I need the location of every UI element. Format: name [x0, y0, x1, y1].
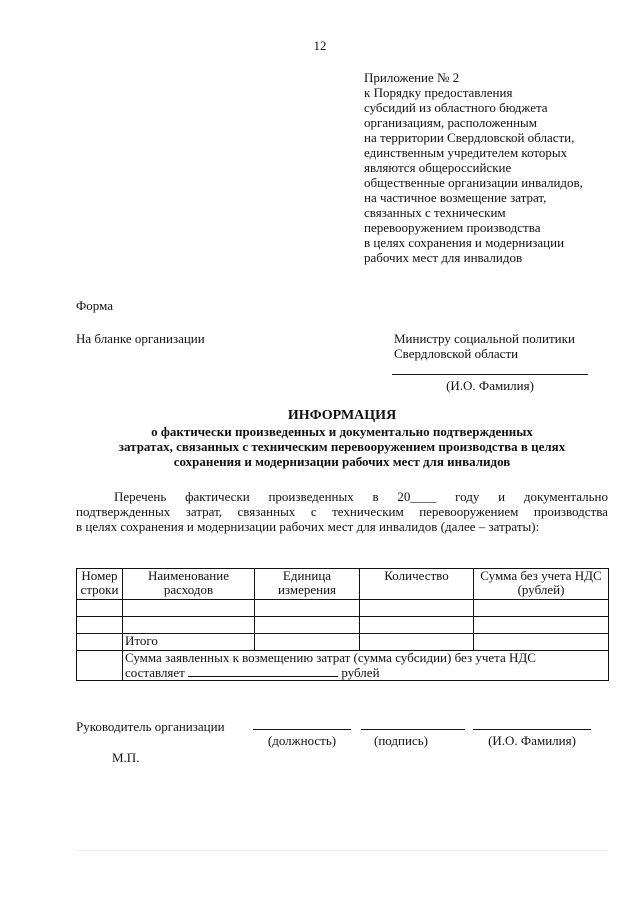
- name-caption: (И.О. Фамилия): [488, 733, 576, 748]
- header-row-number: Номер строки: [77, 569, 123, 600]
- addressee-caption: (И.О. Фамилия): [446, 378, 534, 393]
- document-title: [76, 408, 608, 469]
- signer-label: Руководитель организации: [76, 719, 225, 734]
- table-cell[interactable]: [360, 634, 474, 651]
- appendix-line: являются общероссийские: [364, 160, 512, 175]
- summary-line-2: составляет рублей: [125, 665, 380, 680]
- table-cell[interactable]: [255, 600, 360, 617]
- addressee-line-1: Министру социальной политики: [394, 331, 575, 346]
- table-cell[interactable]: [77, 617, 123, 634]
- year-blank: 20____: [397, 489, 437, 504]
- table-cell[interactable]: [77, 634, 123, 651]
- summary-cell: [123, 651, 609, 681]
- position-caption: (должность): [267, 733, 337, 748]
- word: году: [455, 489, 480, 504]
- table-cell[interactable]: [77, 600, 123, 617]
- header-quantity: Количество: [360, 569, 474, 600]
- table-cell[interactable]: [360, 617, 474, 634]
- addressee-block: [394, 331, 575, 361]
- word: с: [310, 504, 317, 519]
- appendix-line: субсидий из областного бюджета: [364, 100, 548, 115]
- appendix-line: связанных с техническим: [364, 205, 506, 220]
- word: фактически: [185, 489, 250, 504]
- word: Перечень: [114, 489, 167, 504]
- title-line: затратах, связанных с техническим перевооружением производства в целях: [118, 439, 566, 454]
- table-cell[interactable]: [360, 600, 474, 617]
- letterhead-label: На бланке организации: [76, 331, 205, 346]
- appendix-line: на частичное возмещение затрат,: [364, 190, 547, 205]
- table-cell[interactable]: [474, 634, 609, 651]
- page-number: 12: [313, 38, 327, 53]
- addressee-line-2: Свердловской области: [394, 346, 519, 361]
- table-cell[interactable]: [474, 600, 609, 617]
- paragraph-line-2: [76, 504, 608, 519]
- appendix-line: перевооружением производства: [364, 220, 541, 235]
- table-cell[interactable]: [474, 617, 609, 634]
- form-label: Форма: [76, 298, 113, 313]
- paragraph-line-1: [76, 489, 608, 504]
- appendix-line: рабочих мест для инвалидов: [364, 250, 523, 265]
- word: перевооружением: [419, 504, 519, 519]
- appendix-line: единственным учредителем которых: [364, 145, 568, 160]
- title-main: ИНФОРМАЦИЯ: [287, 408, 397, 423]
- table-cell[interactable]: [123, 600, 255, 617]
- word: затрат,: [185, 504, 223, 519]
- subsidy-amount-field[interactable]: [188, 665, 338, 677]
- appendix-line: на территории Свердловской области,: [364, 130, 575, 145]
- table-cell[interactable]: [123, 617, 255, 634]
- appendix-line: общественные организации инвалидов,: [364, 175, 583, 190]
- word: произведенных: [268, 489, 354, 504]
- table-cell: [77, 651, 123, 681]
- header-unit: Единица измерения: [255, 569, 360, 600]
- appendix-line: организациям, расположенным: [364, 115, 537, 130]
- word: подтвержденных: [76, 504, 171, 519]
- total-row: [77, 634, 609, 651]
- addressee-name-line: [392, 374, 588, 375]
- total-label: Итого: [123, 634, 255, 651]
- header-sum: Сумма без учета НДС (рублей): [474, 569, 609, 600]
- word: и: [498, 489, 506, 504]
- summary-row: [77, 651, 609, 681]
- stamp-place: М.П.: [112, 750, 140, 765]
- table-cell[interactable]: [255, 634, 360, 651]
- title-line: сохранения и модернизации рабочих мест для инвалидов: [173, 454, 511, 469]
- word: в: [372, 489, 379, 504]
- expenses-table: [76, 568, 609, 681]
- appendix-line: в целях сохранения и модернизации: [364, 235, 565, 250]
- word: производства: [533, 504, 608, 519]
- summary-line-1: Сумма заявленных к возмещению затрат (сумма субсидии) без учета НДС: [125, 650, 536, 665]
- page-bottom-divider: [76, 850, 608, 851]
- word: документально: [523, 489, 608, 504]
- word: техническим: [332, 504, 404, 519]
- table-cell[interactable]: [255, 617, 360, 634]
- appendix-block: [364, 70, 634, 265]
- intro-paragraph: [76, 489, 608, 534]
- signature-field[interactable]: [361, 729, 465, 748]
- position-field[interactable]: [253, 729, 351, 748]
- table-header-row: [77, 569, 609, 600]
- appendix-line: Приложение № 2: [364, 70, 460, 85]
- word: связанных: [237, 504, 296, 519]
- signature-caption: (подпись): [374, 733, 428, 748]
- paragraph-line-3: в целях сохранения и модернизации рабочих мест для инвалидов (далее – затраты):: [76, 519, 540, 534]
- table-row: [77, 617, 609, 634]
- table-row: [77, 600, 609, 617]
- header-expense-name: Наименование расходов: [123, 569, 255, 600]
- appendix-line: к Порядку предоставления: [364, 85, 513, 100]
- title-line: о фактически произведенных и документально подтвержденных: [151, 424, 533, 439]
- name-field[interactable]: [473, 729, 591, 748]
